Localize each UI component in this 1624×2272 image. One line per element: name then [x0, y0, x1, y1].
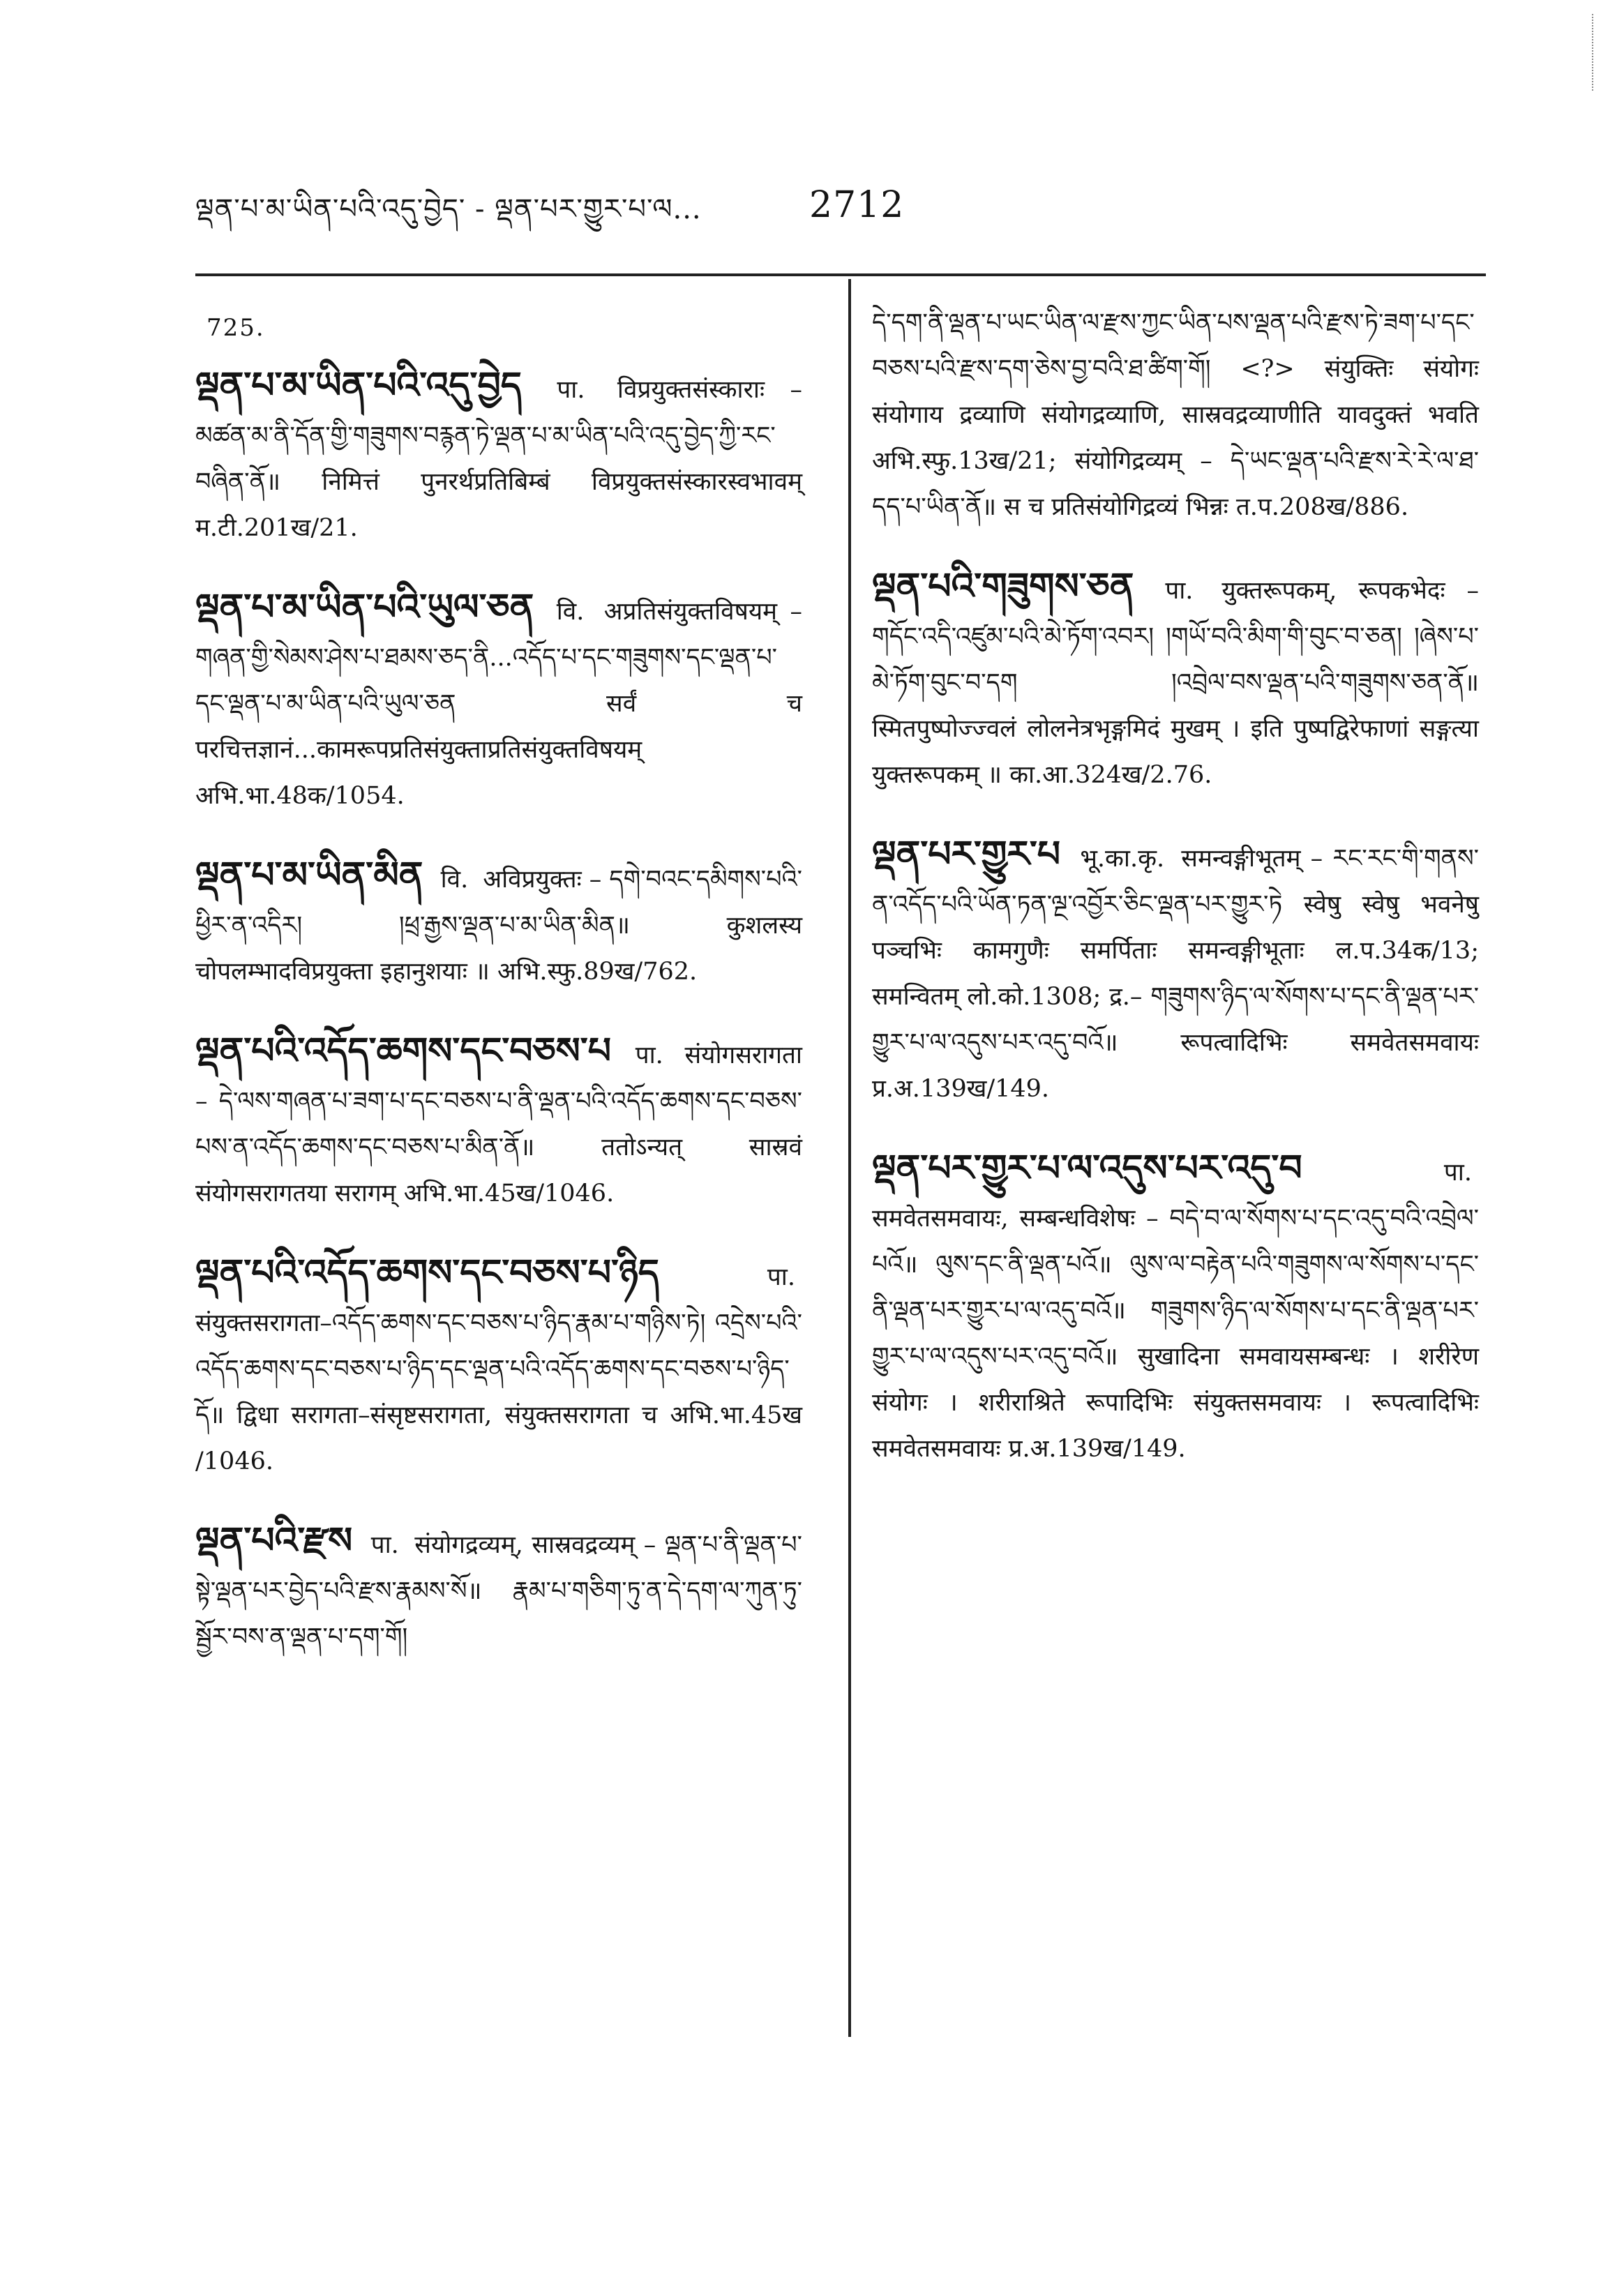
dictionary-entry [195, 585, 802, 819]
dictionary-entry [872, 564, 1479, 798]
dictionary-entry [195, 1028, 802, 1217]
entry-headword: ལྡན་པར་གྱུར་པ [872, 833, 1061, 875]
entry-body: विप्रयुक्तसंस्काराः – མཚན་མ་ནི་དོན་གྱི་གཟུགས་བརྙན་ཏེ་ལྡན་པ་མ་ཡིན་པའི་འདུ་བྱེད་ཀྱི་རང་བཞིན་ནོ॥ निमित्तं पुनरर्थप्रतिबिम्बं विप्रयुक्तसंस्कारस्वभावम् म.टी.201ख/21. [195, 376, 802, 542]
entry-headword: ལྡན་པའི་རྫས [195, 1519, 353, 1562]
column-divider [848, 279, 851, 2037]
entry-body: संयोगद्रव्यम्, सास्रवद्रव्यम् – ལྡན་པ་ནི་ལྡན་པ་སྟེ་ལྡན་པར་བྱེད་པའི་རྫས་རྣམས་སོ॥ རྣམ་པ་གཅིག་ཏུ་ན་དེ་དག་ལ་ཀུན་ཏུ་སྦྱོར་བས་ན་ལྡན་པ་དག་གོ། [195, 1531, 802, 1651]
left-column [195, 300, 802, 1694]
entry-body: संयुक्तसरागता–འདོད་ཆགས་དང་བཅས་པ་ཉིད་རྣམ་པ་གཉིས་ཏེ། འདྲེས་པའི་འདོད་ཆགས་དང་བཅས་པ་ཉིད་དང་ལྡན་པའི་འདོད་ཆགས་དང་བཅས་པ་ཉིད་དོ॥ द्विधा सरागता–संसृष्टसरागता, संयुक्तसरागता च अभि.भा.45ख /1046. [195, 1309, 802, 1475]
entry-headword: ལྡན་པར་གྱུར་པ་ལ་འདུས་པར་འདུ་བ [872, 1147, 1302, 1189]
number-marker: 725. [206, 314, 265, 342]
entry-body: समवेतसमवायः, सम्बन्धविशेषः – བདེ་བ་ལ་སོགས་པ་དང་འདུ་བའི་འབྲེལ་པའོ॥ ལུས་དང་ནི་ལྡན་པའོ॥ ལུས་ལ་བརྟེན་པའི་གཟུགས་ལ་སོགས་པ་དང་ནི་ལྡན་པར་གྱུར་པ་ལ་འདུ་བའོ॥ གཟུགས་ཉིད་ལ་སོགས་པ་དང་ནི་ལྡན་པར་གྱུར་པ་ལ་འདུས་པར་འདུ་བའོ॥ सुखादिना समवायसम्बन्धः । शरीरेण संयोगः । शरीराश्रिते रूपादिभिः संयुक्तसमवायः । रूपत्वादिभिः समवेतसमवायः प्र.अ.139ख/149. [872, 1205, 1479, 1463]
entry-grammar-label: भू.का.कृ. [1080, 845, 1165, 873]
entry-body: अविप्रयुक्तः – དགེ་བའང་དམིགས་པའི་ཕྱིར་ན་འདིར། །ཕྲ་རྒྱས་ལྡན་པ་མ་ཡིན་མིན॥ कुशलस्य चोपलम्भादविप्रयुक्ता इहानुशयाः ॥ अभि.स्फु.89ख/762. [195, 866, 802, 986]
margin-mark [1592, 14, 1600, 91]
entry-body: अप्रतिसंयुक्तविषयम् – གཞན་གྱི་སེམས་ཤེས་པ་ཐམས་ཅད་ནི...འདོད་པ་དང་གཟུགས་དང་ལྡན་པ་དང་ལྡན་པ་མ་ཡིན་པའི་ཡུལ་ཅན सर्वं च परचित्तज्ञानं...कामरूपप्रतिसंयुक्ताप्रतिसंयुक्तविषयम् अभि.भा.48क/1054. [195, 598, 802, 810]
entry-grammar-label: वि. [440, 866, 469, 894]
entry-headword: ལྡན་པའི་འདོད་ཆགས་དང་བཅས་པ་ཉིད [195, 1251, 659, 1294]
dictionary-entry [195, 1250, 802, 1484]
right-column [872, 300, 1479, 1505]
page-header [195, 167, 905, 251]
entry-body: युक्तरूपकम्, रूपकभेदः – གདོང་འདི་འཛུམ་པའི་མེ་ཏོག་འབར། །གཡོ་བའི་མིག་གི་བུང་བ་ཅན། །ཞེས་པ་མེ་ཏོག་བུང་བ་དག །འབྲེལ་བས་ལྡན་པའི་གཟུགས་ཅན་ནོ॥ स्मितपुष्पोज्ज्वलं लोलनेत्रभृङ्गमिदं मुखम् । इति पुष्पद्विरेफाणां सङ्गत्या युक्तरूपकम् ॥ का.आ.324ख/2.76. [872, 577, 1479, 789]
dictionary-entry [872, 832, 1479, 1112]
page-number: 2712 [809, 184, 905, 226]
dictionary-entry [195, 1518, 802, 1660]
header-rule [195, 273, 1486, 276]
entry-continuation: དེ་དག་ནི་ལྡན་པ་ཡང་ཡིན་ལ་རྫས་ཀྱང་ཡིན་པས་ལྡན་པའི་རྫས་ཏེ་ཟག་པ་དང་བཅས་པའི་རྫས་དག་ཅེས་བྱ་བའི་ཐ་ཚིག་གོ། <?> संयुक्तिः संयोगः संयोगाय द्रव्याणि संयोगद्रव्याणि, सास्रवद्रव्याणीति यावदुक्तं भवति अभि.स्फु.13ख/21; संयोगिद्रव्यम् – དེ་ཡང་ལྡན་པའི་རྫས་རེ་རེ་ལ་ཐ་དད་པ་ཡིན་ནོ॥ स च प्रतिसंयोगिद्रव्यं भिन्नः त.प.208ख/886. [872, 309, 1479, 521]
entry-grammar-label: वि. [556, 598, 585, 626]
running-head: ལྡན་པ་མ་ཡིན་པའི་འདུ་བྱེད་ - ལྡན་པར་གྱུར་པ་ལ... [195, 193, 702, 225]
dictionary-entry [872, 1145, 1479, 1472]
entry-grammar-label: पा. [370, 1531, 399, 1559]
entry-grammar-label: पा. [635, 1041, 663, 1069]
entry-body: संयोगसरागता – དེ་ལས་གཞན་པ་ཟག་པ་དང་བཅས་པ་ནི་ལྡན་པའི་འདོད་ཆགས་དང་བཅས་པས་ན་འདོད་ཆགས་དང་བཅས་པ་མིན་ནོ॥ ततोऽन्यत् सास्रवं संयोगसरागतया सरागम् अभि.भा.45ख/1046. [195, 1041, 802, 1208]
entry-grammar-label: पा. [557, 376, 585, 404]
entry-grammar-label: पा. [767, 1263, 795, 1291]
entry-body: समन्वङ्गीभूतम् – རང་རང་གི་གནས་ན་འདོད་པའི་ཡོན་ཏན་ལྔ་འབྱོར་ཅིང་ལྡན་པར་གྱུར་ཏེ स्वेषु स्वेषु भवनेषु पञ्चभिः कामगुणैः समर्पिताः समन्वङ्गीभूताः ल.प.34क/13; समन्वितम् लो.को.1308; द्र.– གཟུགས་ཉིད་ལ་སོགས་པ་དང་ནི་ལྡན་པར་གྱུར་པ་ལ་འདུས་པར་འདུ་བའོ॥ रूपत्वादिभिः समवेतसमवायः प्र.अ.139ख/149. [872, 845, 1479, 1103]
entry-headword: ལྡན་པའི་འདོད་ཆགས་དང་བཅས་པ [195, 1030, 612, 1072]
dictionary-entry [195, 363, 802, 551]
entry-headword: ལྡན་པ་མ་ཡིན་མིན [195, 854, 423, 896]
entry-headword: ལྡན་པ་མ་ཡིན་པའི་ཡུལ་ཅན [195, 586, 534, 629]
entry-headword: ལྡན་པ་མ་ཡིན་པའི་འདུ་བྱེད [195, 364, 522, 407]
dictionary-entry [195, 852, 802, 995]
entry-headword: ལྡན་པའི་གཟུགས་ཅན [872, 565, 1134, 608]
entry-grammar-label: पा. [1443, 1159, 1472, 1187]
entry-grammar-label: पा. [1165, 577, 1194, 605]
